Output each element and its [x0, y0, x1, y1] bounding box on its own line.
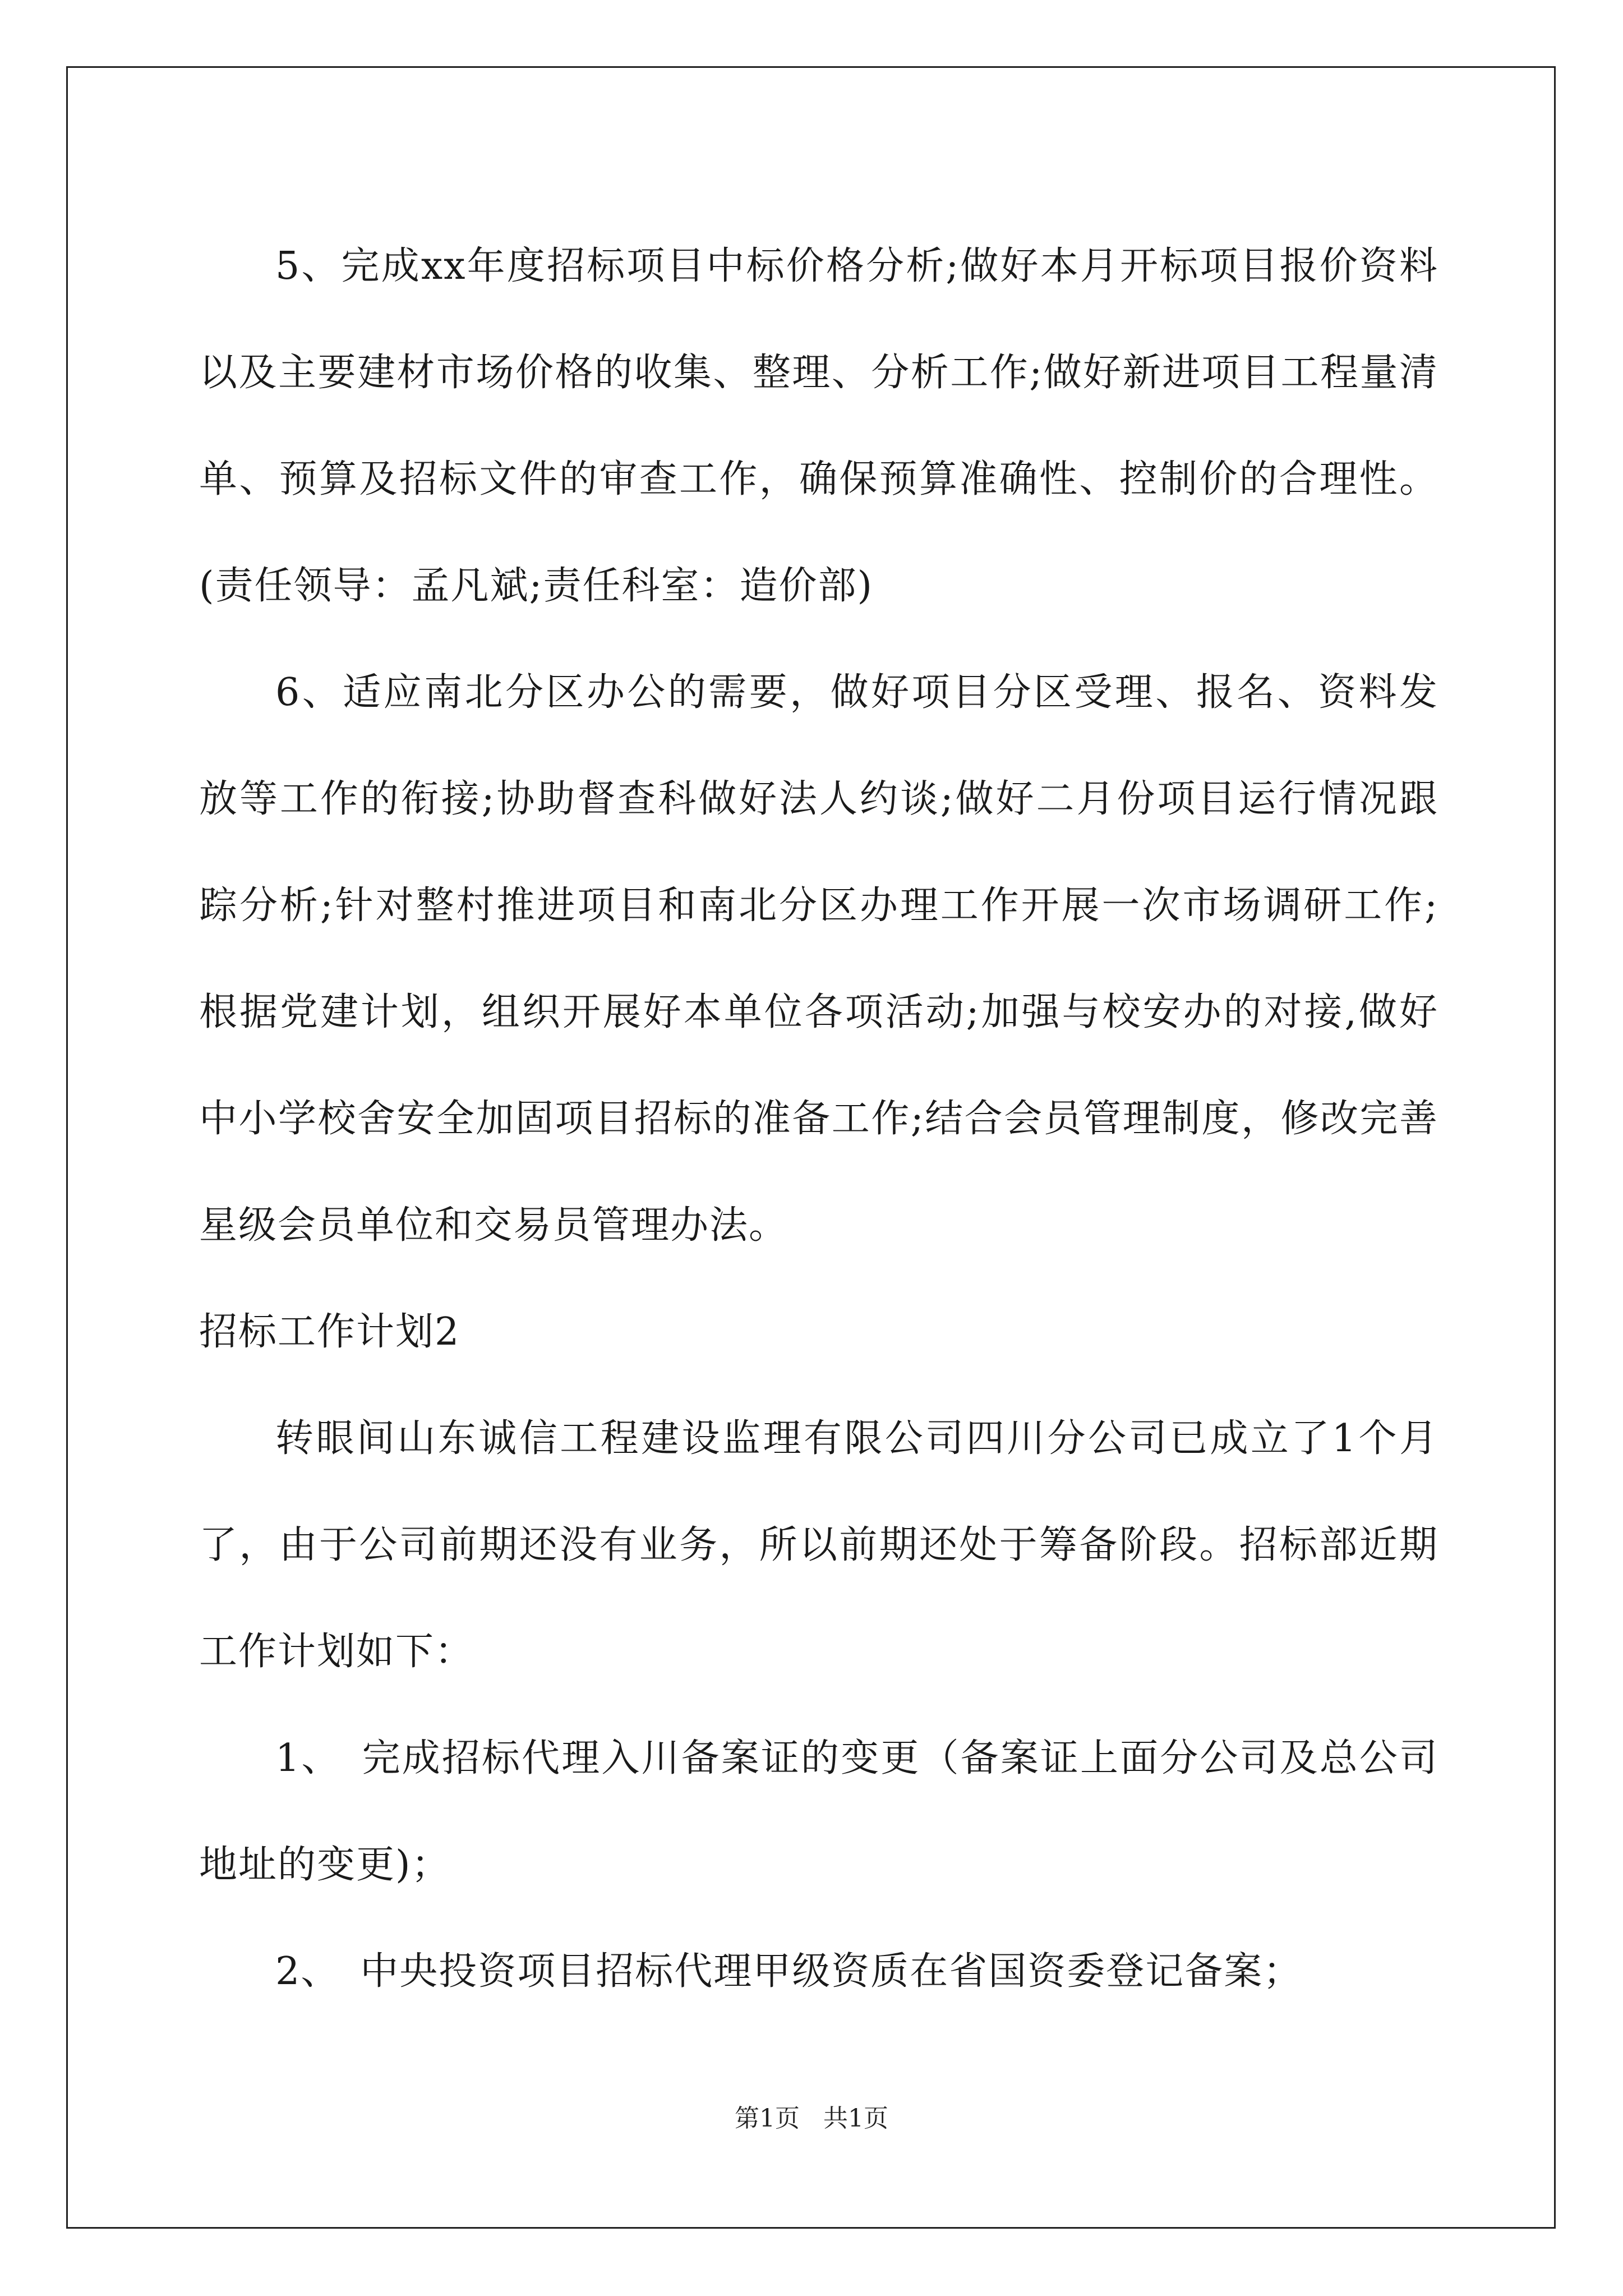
section-intro-paragraph: 转眼间山东诚信工程建设监理有限公司四川分公司已成立了1个月了，由于公司前期还没有业务，所以前期还处于筹备阶段。招标部近期工作计划如下： [199, 1416, 1438, 1674]
plan-item-2: 2、 中央投资项目招标代理甲级资质在省国资委登记备案； [275, 1949, 1303, 1994]
total-pages: 共1页 [823, 2104, 888, 2133]
plan-item-1: 1、 完成招标代理入川备案证的变更（备案证上面分公司及总公司地址的变更)； [199, 1736, 1438, 1887]
paragraph-item-6: 6、适应南北分区办公的需要，做好项目分区受理、报名、资料发放等工作的衔接;协助督查科做好法人约谈;做好二月份项目运行情况跟踪分析;针对整村推进项目和南北分区办理工作开展一次市场调研工作;根据党建计划，组织开展好本单位各项活动;加强与校安办的对接,做好中小学校舍安全加固项目招标的准备工作;结合会员管理制度，修改完善星级会员单位和交易员管理办法。 [199, 670, 1438, 1248]
section-heading: 招标工作计划2 [199, 1310, 460, 1354]
paragraph-item-5: 5、完成xx年度招标项目中标价格分析;做好本月开标项目报价资料以及主要建材市场价格的收集、整理、分析工作;做好新进项目工程量清单、预算及招标文件的审查工作，确保预算准确性、控制价的合理性。(责任领导：孟凡斌;责任科室：造价部) [199, 244, 1438, 608]
page-footer [0, 2098, 1623, 2134]
page-number: 第1页 [735, 2104, 800, 2133]
document-body [199, 213, 1438, 2025]
